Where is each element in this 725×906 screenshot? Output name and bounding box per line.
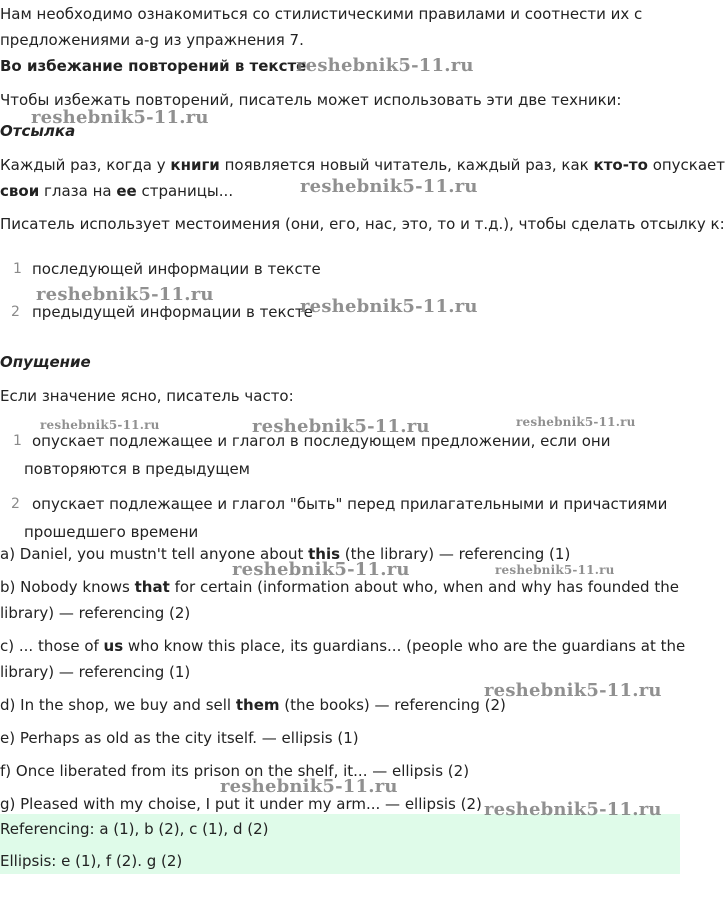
sentence-a: a) Daniel, you mustn't tell anyone about this (the library) — referencing (1) — [0, 545, 571, 563]
list-item: опускает подлежащее и глагол в последующем предложении, если они — [32, 432, 611, 450]
ellipsis-title: Опущение — [0, 353, 91, 371]
watermark: reshebnik5-11.ru — [300, 176, 478, 197]
answer-referencing: Referencing: a (1), b (2), c (1), d (2) — [0, 820, 269, 838]
intro-line-2: предложениями a-g из упражнения 7. — [0, 31, 304, 49]
list-number: 1 — [13, 261, 22, 277]
watermark: reshebnik5-11.ru — [40, 418, 160, 432]
referencing-description: Писатель использует местоимения (они, его, нас, это, то и т.д.), чтобы сделать отсылку к: — [0, 215, 725, 233]
list-item-continued: прошедшего времени — [24, 523, 199, 541]
sentence-d: d) In the shop, we buy and sell them (the books) — referencing (2) — [0, 696, 506, 714]
watermark: reshebnik5-11.ru — [232, 559, 410, 580]
sentence-e: e) Perhaps as old as the city itself. — ellipsis (1) — [0, 729, 359, 747]
watermark: reshebnik5-11.ru — [484, 680, 662, 701]
watermark: reshebnik5-11.ru — [484, 799, 662, 820]
referencing-example-line-2: свои глаза на ее страницы... — [0, 182, 234, 200]
sentence-f: f) Once liberated from its prison on the shelf, it... — ellipsis (2) — [0, 762, 470, 780]
section-heading: Во избежание повторений в тексте — [0, 57, 307, 75]
list-item: опускает подлежащее и глагол "быть" перед прилагательными и причастиями — [32, 495, 668, 513]
sentence-b-continued: library) — referencing (2) — [0, 604, 191, 622]
intro-line-1: Нам необходимо ознакомиться со стилистическими правилами и соотнести их с — [0, 5, 643, 23]
list-number: 1 — [13, 433, 22, 449]
ellipsis-description: Если значение ясно, писатель часто: — [0, 387, 294, 405]
watermark: reshebnik5-11.ru — [36, 284, 214, 305]
techniques-line: Чтобы избежать повторений, писатель может использовать эти две техники: — [0, 91, 622, 109]
referencing-example-line-1: Каждый раз, когда у книги появляется новый читатель, каждый раз, как кто-то опускает — [0, 156, 725, 174]
referencing-title: Отсылка — [0, 122, 76, 140]
list-number: 2 — [11, 496, 20, 512]
watermark: reshebnik5-11.ru — [495, 563, 615, 577]
list-item-continued: повторяются в предыдущем — [24, 460, 250, 478]
sentence-b: b) Nobody knows that for certain (information about who, when and why has founded the — [0, 578, 679, 596]
watermark: reshebnik5-11.ru — [516, 415, 636, 429]
list-item: предыдущей информации в тексте — [32, 303, 313, 321]
watermark: reshebnik5-11.ru — [296, 55, 474, 76]
sentence-c-continued: library) — referencing (1) — [0, 663, 191, 681]
list-item: последующей информации в тексте — [32, 260, 321, 278]
sentence-c: c) ... those of us who know this place, its guardians... (people who are the guardians at the — [0, 637, 686, 655]
watermark: reshebnik5-11.ru — [220, 776, 398, 797]
list-number: 2 — [11, 304, 20, 320]
watermark: reshebnik5-11.ru — [300, 296, 478, 317]
watermark: reshebnik5-11.ru — [252, 416, 430, 437]
answer-ellipsis: Ellipsis: e (1), f (2). g (2) — [0, 852, 183, 870]
sentence-g: g) Pleased with my choise, I put it under my arm... — ellipsis (2) — [0, 795, 482, 813]
watermark: reshebnik5-11.ru — [31, 107, 209, 128]
